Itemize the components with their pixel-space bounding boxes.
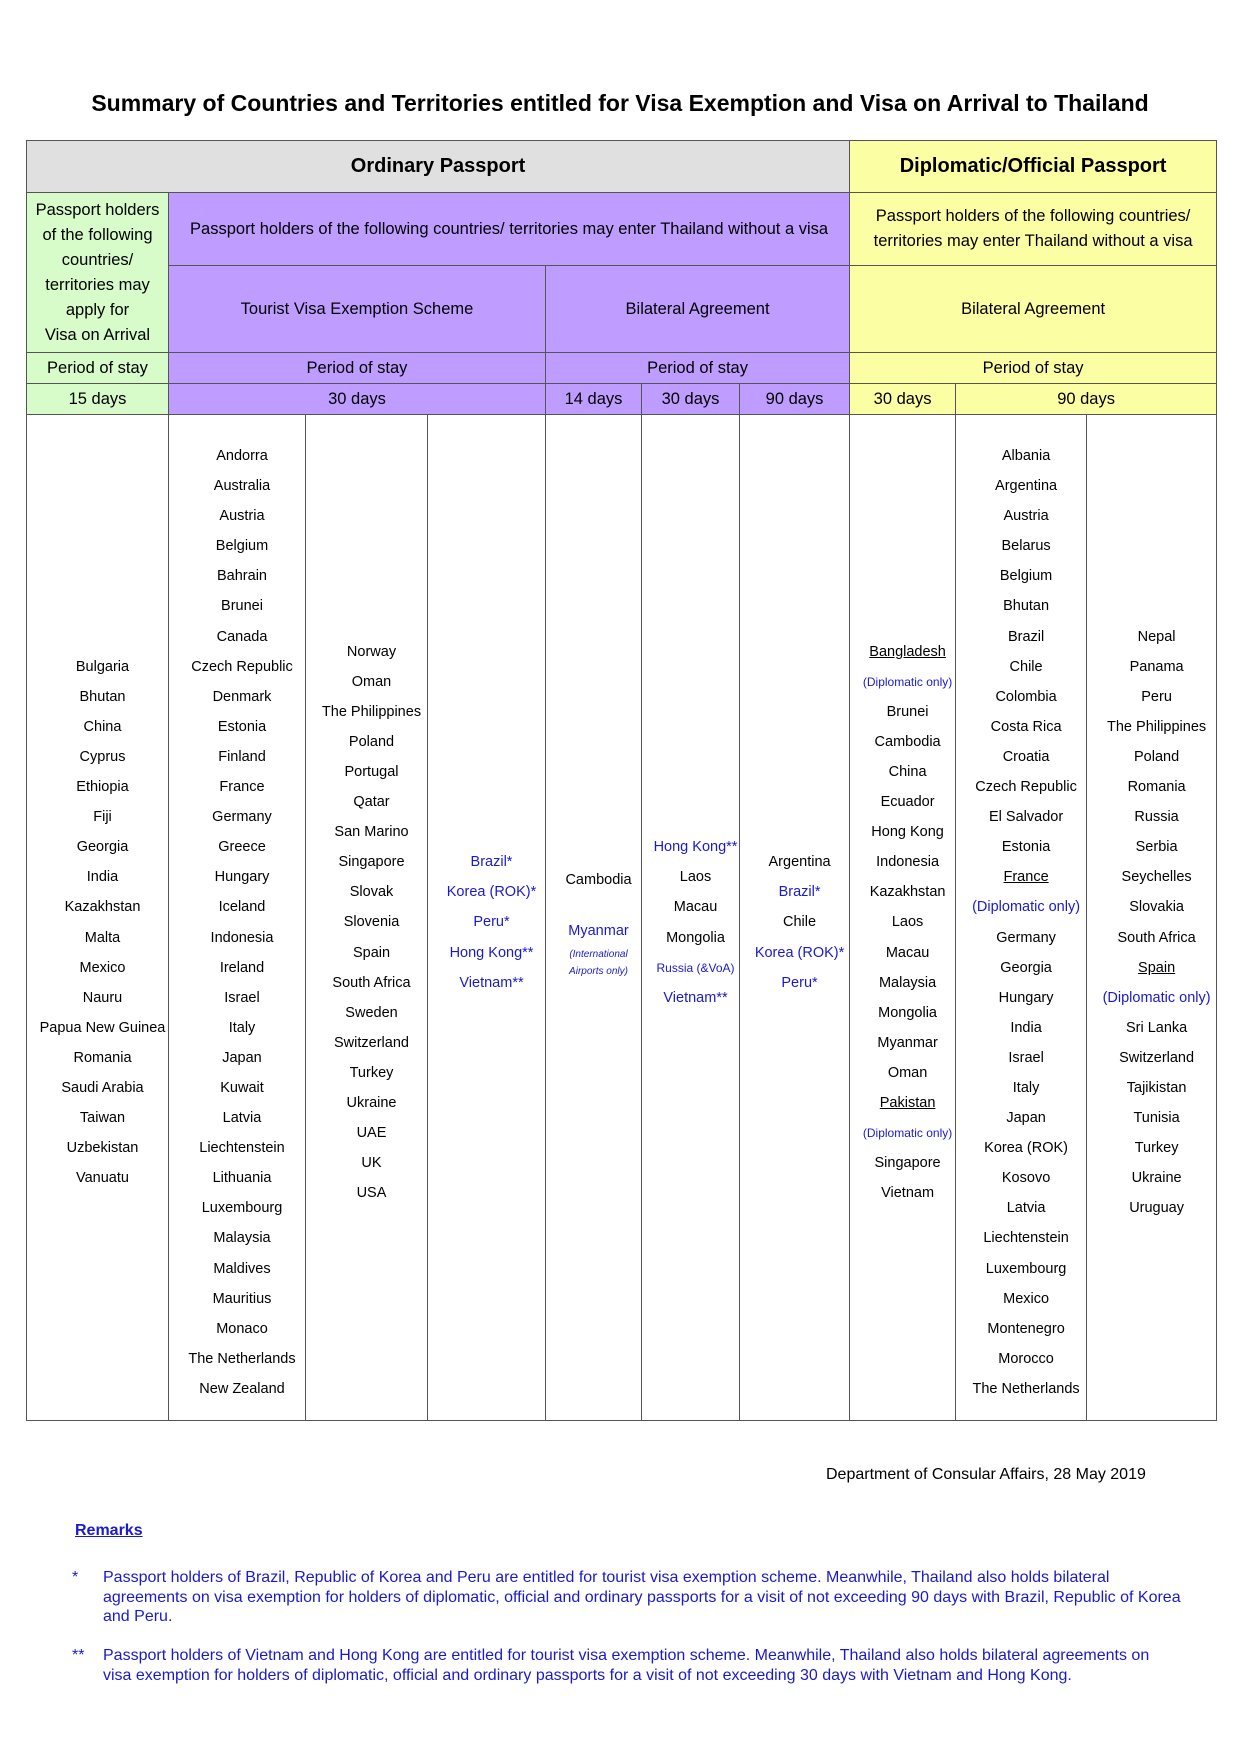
diplomatic-visa-free-description: Passport holders of the following countries/ territories may enter Thailand without a visa [850,193,1217,266]
list-item: Vanuatu [76,1170,129,1187]
list-item: Brazil* [470,854,513,871]
list-item: Hong Kong [871,824,944,841]
list-item: The Philippines [321,703,422,720]
list-item: Czech Republic [191,658,293,675]
list-item: Tunisia [1133,1110,1180,1127]
list-item: Georgia [1000,959,1052,976]
list-item: Germany [996,929,1056,946]
list-item: Croatia [1002,748,1050,765]
list-item: Brunei [221,598,263,615]
list-item: Kosovo [1001,1170,1051,1187]
list-item: Latvia [222,1110,262,1127]
list-item: Estonia [217,718,267,735]
list-item: Estonia [1001,839,1051,856]
list-item: Italy [1012,1079,1040,1096]
list-item: Montenegro [987,1320,1065,1337]
list-item: Bulgaria [75,658,130,675]
list-item: The Netherlands [972,1380,1080,1397]
list-item: Japan [222,1049,262,1066]
list-item: France [219,779,265,796]
list-item: Oman [887,1064,928,1081]
list-item: Qatar [353,794,390,811]
list-item: Ecuador [880,794,935,811]
list-item: Tajikistan [1126,1079,1187,1096]
list-item: Pakistan [879,1095,936,1112]
list-item: Nepal [1137,628,1176,645]
list-item: Taiwan [79,1110,126,1127]
bilateral-ordinary-header: Bilateral Agreement [546,266,850,353]
list-item: Monaco [216,1320,268,1337]
list-item: Turkey [1134,1140,1179,1157]
visa-summary-table [26,140,1217,1421]
list-item: Malaysia [213,1230,271,1247]
bilateral-90-days-list [740,415,850,1421]
bilateral-14-days-list [546,415,642,1421]
ordinary-passport-header: Ordinary Passport [27,141,850,193]
list-item: Indonesia [876,854,940,871]
days-90-diplomatic: 90 days [956,384,1217,415]
list-item: Argentina [768,854,831,871]
list-item: India [86,869,119,886]
list-item: China [83,718,122,735]
list-item: Austria [1003,508,1049,525]
tourist-country-list-2 [306,415,428,1421]
list-item: Laos [891,914,924,931]
list-item: Germany [212,809,272,826]
bilateral-diplomatic-header: Bilateral Agreement [850,266,1217,353]
list-item: Luxembourg [985,1260,1067,1277]
days-15: 15 days [27,384,169,415]
list-item: Finland [218,748,266,765]
list-item: Spain [1138,959,1176,976]
list-item: Myanmar [877,1034,938,1051]
list-item: Papua New Guinea [39,1019,166,1036]
list-item: Ethiopia [76,779,129,796]
list-item: Liechtenstein [199,1140,285,1157]
list-item: Macau [885,944,930,961]
list-item-note: (Diplomatic only) [1102,989,1211,1006]
list-item-note: (Diplomatic only) [972,899,1081,916]
list-item: Belgium [999,568,1053,585]
list-item: Albania [1001,448,1051,464]
list-item: Argentina [995,478,1058,495]
list-item: Chile [1009,658,1043,675]
list-item: Slovak [349,884,394,901]
department-date: Department of Consular Affairs, 28 May 2019 [826,1466,1146,1483]
list-item: Spain [352,944,391,961]
list-item: Myanmar [568,922,629,939]
list-item: Liechtenstein [983,1230,1069,1247]
list-item: Vietnam** [663,989,728,1006]
list-item: Switzerland [1119,1049,1195,1066]
list-item: Romania [73,1049,132,1066]
list-item: Peru* [473,914,510,931]
diplomatic-passport-header: Diplomatic/Official Passport [850,141,1217,193]
list-item: New Zealand [199,1380,285,1397]
voa-description: Passport holders of the following countries/ territories may apply for Visa on Arrival [27,193,169,353]
list-item: Belgium [215,538,269,555]
period-of-stay-diplomatic: Period of stay [850,353,1217,384]
list-item: Cambodia [565,872,632,889]
list-item: Czech Republic [975,779,1077,796]
remark-1-text: Passport holders of Brazil, Republic of Korea and Peru are entitled for tourist visa exemption scheme. Meanwhile, Thailand also holds bilateral agreements on visa exemption for holders of diplomatic, official and ordinary passports for a visit of not exceeding 90 days with Brazil, Republic of Korea and Peru. [103,1569,1181,1625]
list-item: Georgia [76,839,129,856]
list-item: Israel [1008,1049,1044,1066]
list-item: Colombia [995,688,1057,705]
list-item-note: Airports only) [569,965,628,977]
list-item: Bangladesh [869,643,946,660]
tourist-country-list-3 [428,415,546,1421]
list-item: Korea (ROK)* [754,944,845,961]
list-item: Vietnam** [459,974,524,991]
list-item: Malaysia [878,974,937,991]
remark-1-marker: * [72,1569,79,1586]
list-item: Romania [1127,779,1186,796]
remark-2-marker: ** [72,1647,85,1664]
remark-2 [72,1646,1182,1685]
list-item: Singapore [338,854,405,871]
list-item: Portugal [344,763,399,780]
days-30-bilateral: 30 days [642,384,740,415]
list-item: Fiji [93,809,112,826]
list-item: USA [356,1185,387,1202]
list-item: Switzerland [334,1034,409,1051]
diplomatic-90-days-list-2 [1087,415,1217,1421]
list-item: Mauritius [212,1290,272,1307]
days-90-bilateral: 90 days [740,384,850,415]
list-item: Slovenia [343,914,400,931]
list-item: Mongolia [666,929,725,946]
list-item: Mexico [1003,1290,1050,1307]
days-30-tourist: 30 days [169,384,546,415]
list-item: Cyprus [79,748,126,765]
list-item: Luxembourg [201,1200,283,1217]
diplomatic-90-days-list-1 [956,415,1087,1421]
list-item: UK [361,1155,382,1172]
list-item: Latvia [1006,1200,1046,1217]
list-item: Sweden [345,1004,398,1021]
list-item: Ukraine [346,1095,397,1112]
list-item: Ukraine [1131,1170,1182,1187]
list-item: Kazakhstan [64,899,141,916]
list-item-note: (Diplomatic only) [862,674,953,689]
list-item: Cambodia [874,733,941,750]
list-item: Bhutan [1003,598,1050,615]
list-item: South Africa [1117,929,1196,946]
list-item: Mexico [79,959,126,976]
list-item: Turkey [349,1064,394,1081]
list-item: Poland [1134,748,1180,765]
period-of-stay-voa: Period of stay [27,353,169,384]
voa-country-list [27,415,169,1421]
list-item: Hungary [998,989,1054,1006]
list-item: San Marino [334,824,409,841]
list-item: Hungary [214,869,270,886]
list-item: Costa Rica [990,718,1062,735]
list-item: Italy [228,1019,256,1036]
list-item: Morocco [998,1350,1054,1367]
list-item: Russia [1134,809,1179,826]
list-item-note: (International [569,948,628,960]
list-item: Korea (ROK)* [446,884,537,901]
list-item: Laos [679,869,712,886]
list-item: Uzbekistan [66,1140,139,1157]
list-item: The Netherlands [188,1350,296,1367]
list-item: Maldives [213,1260,271,1277]
list-item: India [1010,1019,1042,1036]
list-item: Macau [673,899,718,916]
tourist-scheme-header: Tourist Visa Exemption Scheme [169,266,546,353]
days-30-diplomatic: 30 days [850,384,956,415]
tourist-country-list-1 [169,415,306,1421]
ordinary-visa-free-description: Passport holders of the following countries/ territories may enter Thailand without a visa [169,193,850,266]
list-item: Peru* [781,974,818,991]
list-item: Korea (ROK) [984,1140,1068,1157]
list-item: Nauru [82,989,123,1006]
list-item: Seychelles [1121,869,1192,886]
diplomatic-30-days-list [850,415,956,1421]
bilateral-30-days-list [642,415,740,1421]
list-item: Mongolia [878,1004,937,1021]
list-item: Israel [224,989,260,1006]
list-item: Peru [1141,688,1172,705]
list-item: Bahrain [217,568,267,585]
list-item: Saudi Arabia [61,1079,144,1096]
list-item: Lithuania [212,1170,272,1187]
page-title: Summary of Countries and Territories entitled for Visa Exemption and Visa on Arrival to Thailand [91,90,1149,116]
list-item: Japan [1006,1110,1046,1127]
list-item: Denmark [212,688,272,705]
list-item-note: (Diplomatic only) [862,1126,953,1141]
list-item: Bhutan [79,688,126,705]
list-item: Norway [346,643,397,660]
list-item: Iceland [218,899,266,916]
remark-2-text: Passport holders of Vietnam and Hong Kong are entitled for tourist visa exemption scheme. Meanwhile, Thailand also holds bilateral agreements on visa exemption for holders of diplomatic, official and ordinary passports for a visit of not exceeding 30 days with Vietnam and Hong Kong. [103,1647,1150,1684]
list-item: Slovakia [1129,899,1184,916]
list-item: UAE [356,1125,387,1142]
list-item: Serbia [1135,839,1178,856]
list-item: Indonesia [210,929,274,946]
list-item: Brazil* [778,884,821,901]
list-item: China [888,763,927,780]
list-item: Canada [216,628,268,645]
list-item: Sri Lanka [1125,1019,1188,1036]
remark-1 [72,1568,1182,1627]
list-item: El Salvador [989,809,1064,826]
list-item: Austria [219,508,265,525]
list-item: Uruguay [1129,1200,1184,1217]
list-item: Andorra [216,448,268,464]
list-item: Belarus [1001,538,1051,555]
list-item: Brunei [886,703,929,720]
list-item: The Philippines [1107,718,1207,735]
list-item: Ireland [219,959,265,976]
list-item: Singapore [874,1155,941,1172]
list-item: Australia [213,478,271,495]
list-item: Hong Kong** [653,839,738,856]
list-item: Oman [351,673,392,690]
list-item: France [1003,869,1049,886]
list-item: Panama [1129,658,1184,675]
list-item: Greece [218,839,266,856]
list-item: Brazil [1007,628,1045,645]
list-item: Russia (&VoA) [656,960,735,975]
list-item: South Africa [332,974,411,991]
list-item: Kuwait [220,1079,264,1096]
remarks-heading: Remarks [75,1522,143,1539]
list-item: Vietnam [881,1185,935,1202]
list-item: Hong Kong** [449,944,534,961]
list-item: Chile [783,914,817,931]
list-item: Poland [348,733,395,750]
period-of-stay-bilateral: Period of stay [546,353,850,384]
days-14: 14 days [546,384,642,415]
list-item: Kazakhstan [869,884,946,901]
list-item: Malta [84,929,121,946]
period-of-stay-tourist: Period of stay [169,353,546,384]
